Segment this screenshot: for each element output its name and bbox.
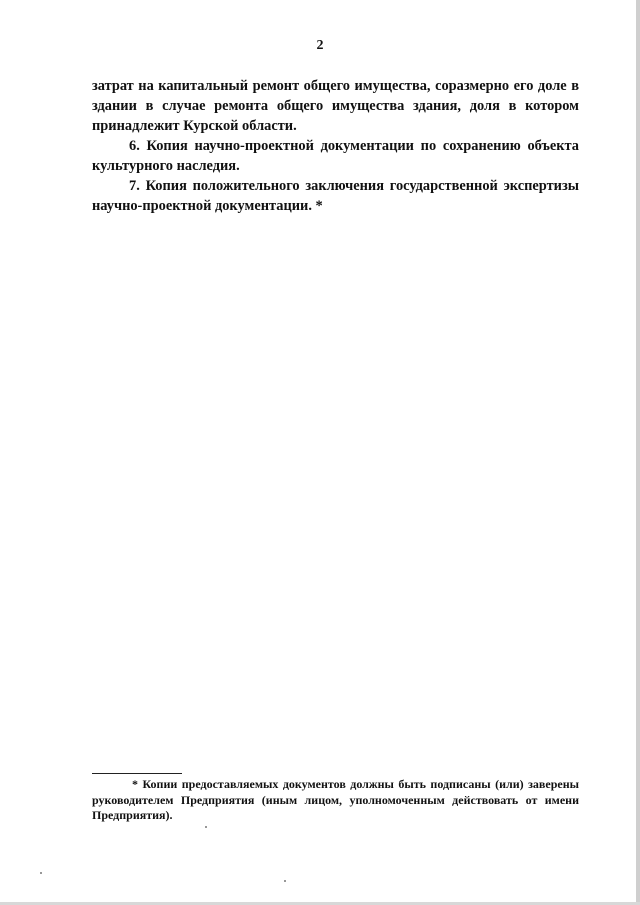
- paragraph-item-7: 7. Копия положительного заключения государственной экспертизы научно-проектной документации. *: [92, 178, 579, 214]
- scan-edge-right: [636, 0, 640, 905]
- paragraph-item-6: 6. Копия научно-проектной документации по сохранению объекта культурного наследия.: [92, 138, 579, 174]
- document-body: [92, 76, 579, 216]
- scan-speck: [284, 880, 286, 882]
- scan-speck: [40, 872, 42, 874]
- footnote-text: * Копии предоставляемых документов должны быть подписаны (или) заверены руководителем Предприятия (иным лицом, уполномоченным действовать от имени Предприятия).: [92, 777, 579, 823]
- paragraph-continuation: затрат на капитальный ремонт общего имущества, соразмерно его доле в здании в случае ремонта общего имущества здания, доля в котором принадлежит Курской области.: [92, 78, 579, 134]
- scan-speck: [205, 826, 207, 828]
- footnote-separator: [92, 773, 182, 774]
- page-number: 2: [316, 38, 324, 53]
